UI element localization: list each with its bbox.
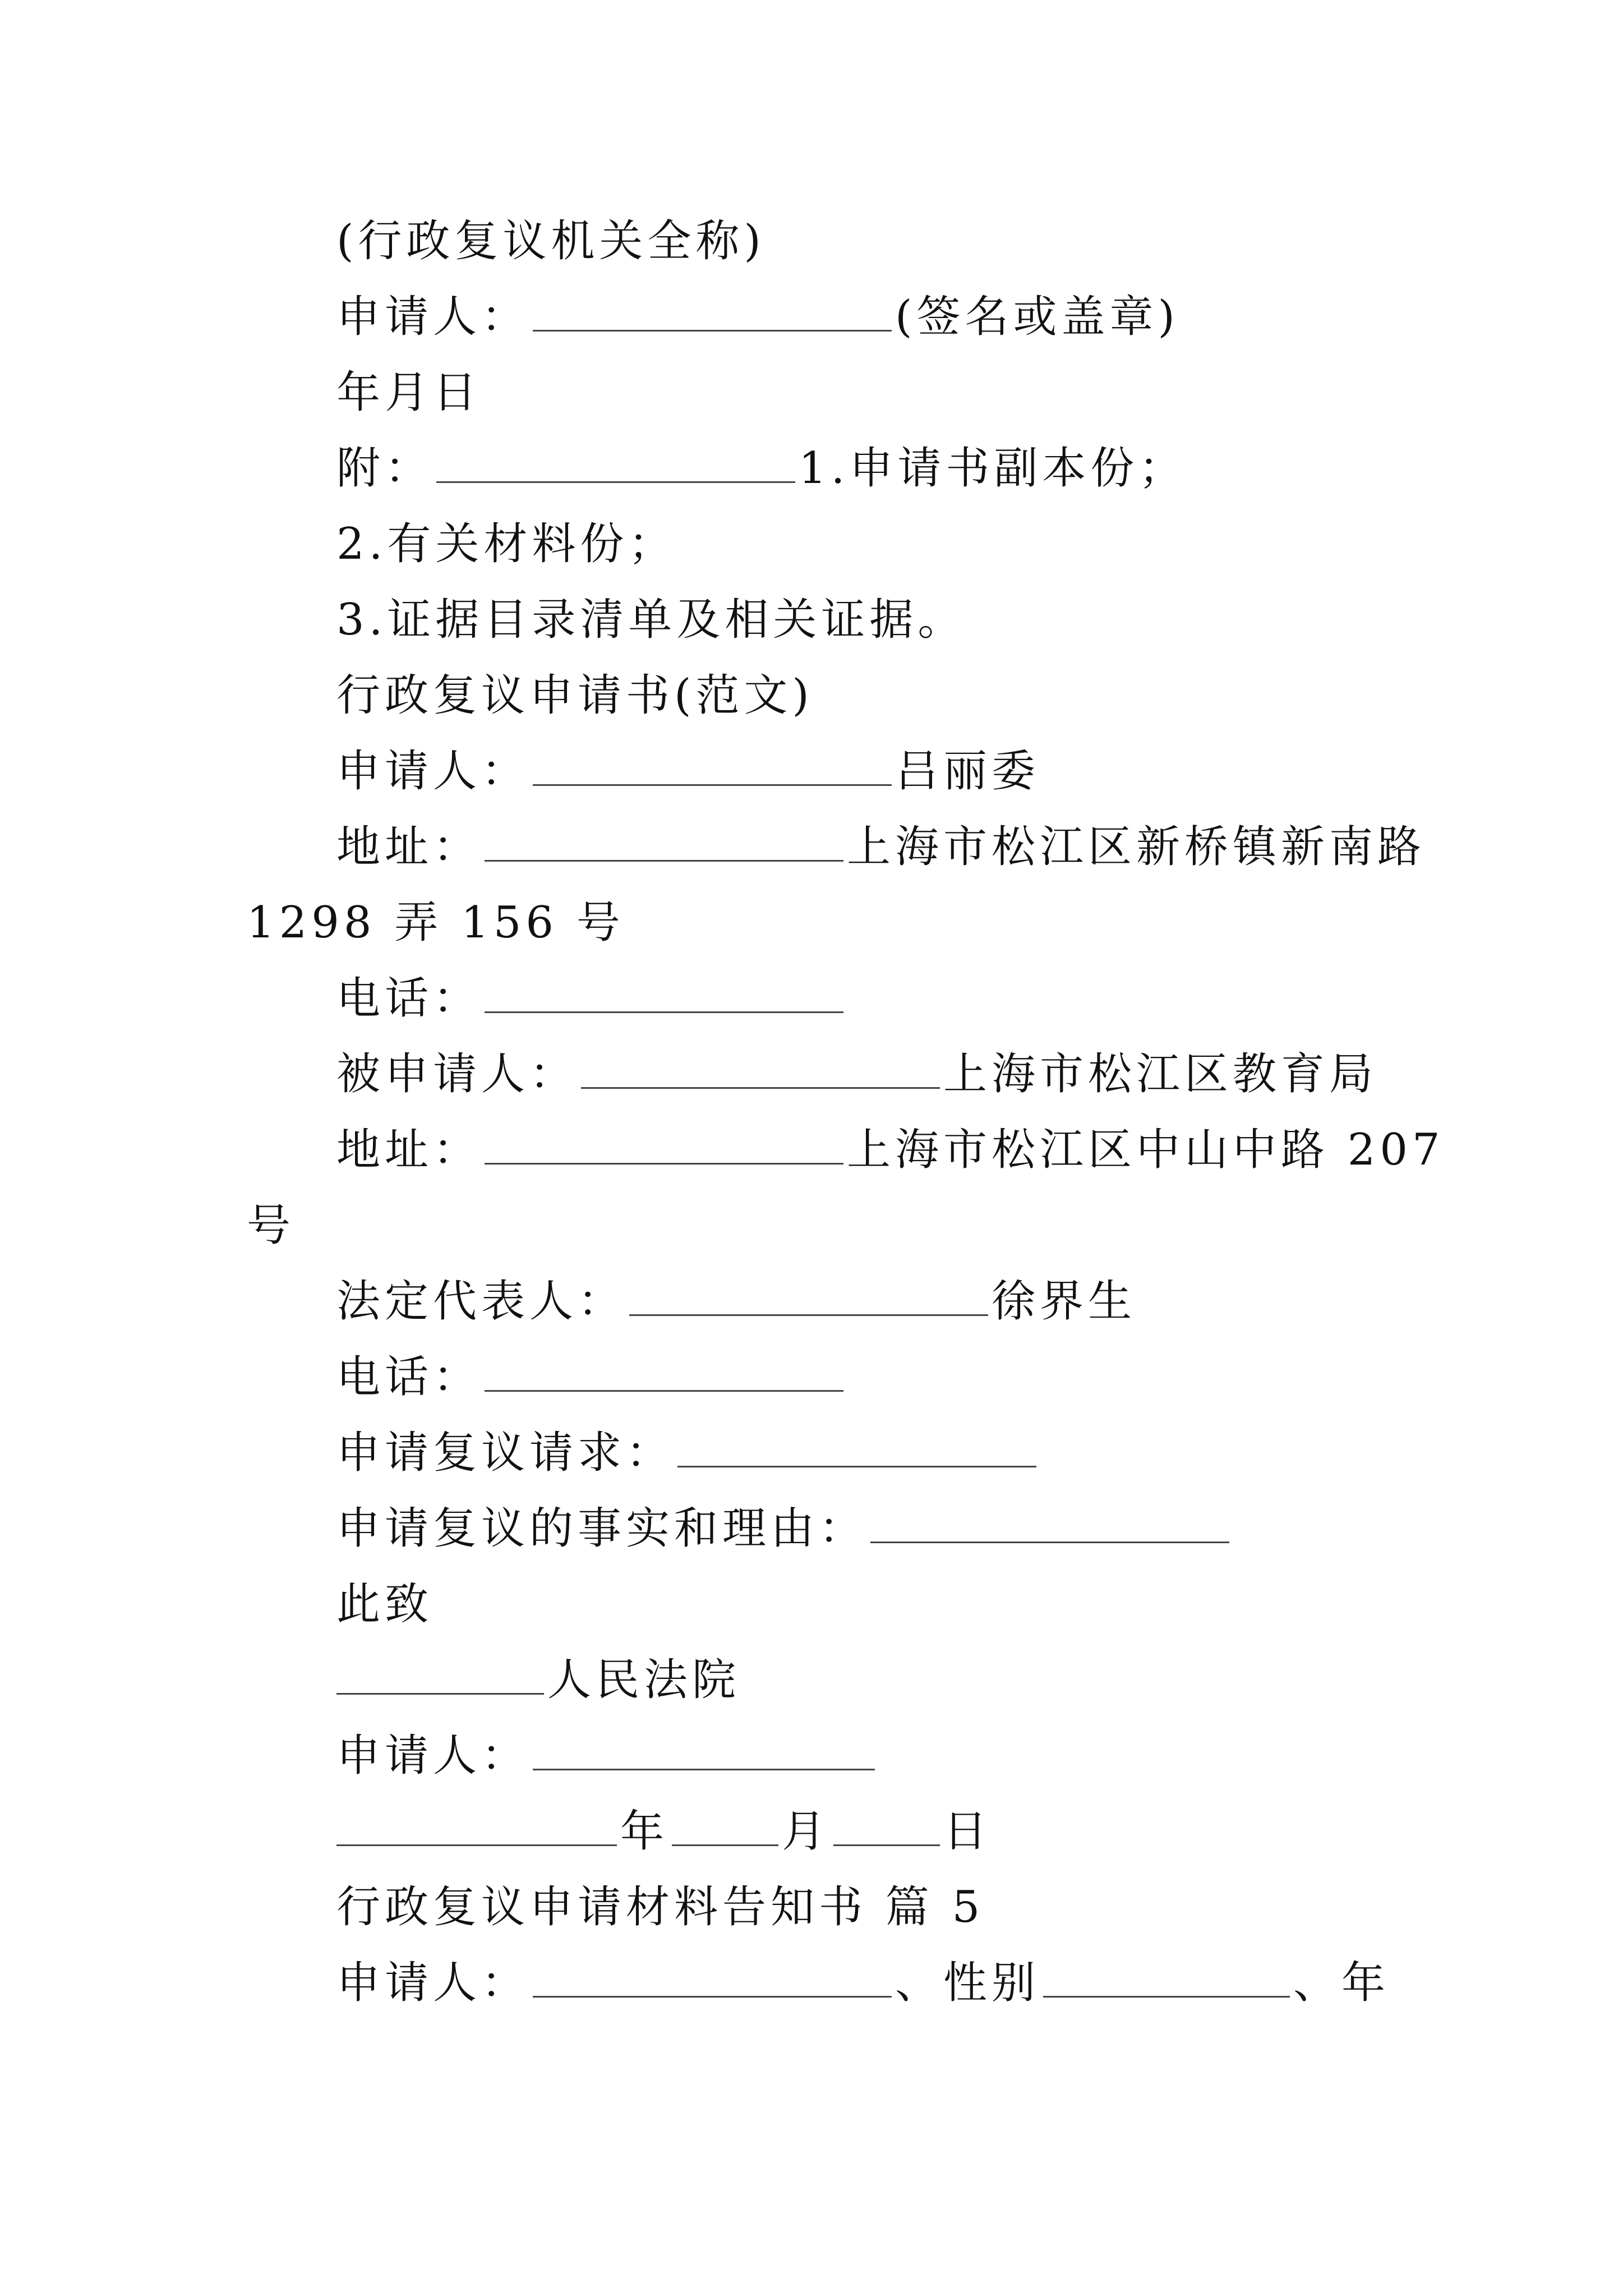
blank-underline [533,296,892,332]
authority-name-line [336,213,766,269]
text: 年月日 [336,367,482,418]
label: 申请人： [336,1958,530,2008]
suffix: 上海市松江区教育局 [943,1049,1378,1099]
suffix: 吕丽委 [895,746,1040,797]
attachment-item-3 [336,592,966,648]
closing-applicant-line [336,1728,878,1784]
suffix: 徐界生 [992,1276,1137,1327]
suffix: 1.申请书副本份； [799,443,1187,494]
gender-label: 、性别 [895,1958,1040,2008]
text: (行政复议机关全称) [336,216,766,266]
suffix: (签名或盖章) [895,292,1179,342]
salutation-line [336,1576,433,1632]
section-heading-5 [336,1879,984,1935]
closing-date-line [336,1803,992,1860]
text: 2.有关材料份； [336,519,677,569]
suffix: 人民法院 [547,1655,741,1705]
blank-underline [1043,1962,1290,1998]
blank-underline [581,1053,940,1089]
blank-underline [436,448,795,483]
text: 此致 [336,1579,434,1630]
blank-underline [485,826,843,862]
text: 3.证据目录清单及相关证据。 [336,595,966,645]
legal-representative-line [336,1273,1136,1329]
label: 申请人： [336,746,530,797]
label: 申请复议请求： [336,1428,675,1478]
applicant-address-line [336,819,1426,875]
blank-underline [485,978,843,1013]
label: 申请人： [336,292,530,342]
blank-underline [533,1962,892,1998]
blank-underline [533,1735,875,1770]
text: 号 [247,1200,296,1251]
section-heading [336,668,814,724]
blank-underline [533,751,892,786]
suffix: 上海市松江区中山中路 207 [847,1125,1445,1175]
label: 电话： [336,973,482,1024]
blank-underline [672,1811,778,1846]
facts-and-reasons-line [336,1501,1233,1557]
respondent-address-continued [247,1198,295,1254]
suffix: 上海市松江区新桥镇新南路 [847,822,1426,872]
day-label: 日 [943,1806,992,1857]
label: 地址： [336,1125,482,1175]
label: 附： [336,443,434,494]
applicant-name-line [336,743,1040,799]
applicant-address-continued [247,895,625,951]
label: 法定代表人： [336,1276,626,1327]
respondent-line [336,1046,1377,1102]
respondent-address-line [336,1122,1445,1178]
respondent-phone-line [336,1349,847,1405]
blank-underline [677,1432,1036,1467]
attachment-line [336,440,1187,496]
text: 行政复议申请书(范文) [336,670,814,721]
blank-underline [336,1811,617,1846]
age-label: 、年 [1293,1958,1390,2008]
review-request-line [336,1425,1040,1481]
text: 行政复议申请材料告知书 篇 5 [336,1882,985,1932]
blank-underline [485,1356,843,1392]
blank-underline [870,1508,1229,1543]
blank-underline [336,1659,544,1695]
date-line [336,365,481,421]
label: 申请人： [336,1731,530,1781]
applicant-details-line [336,1955,1390,2011]
label: 被申请人： [336,1049,578,1099]
label: 申请复议的事实和理由： [336,1503,868,1554]
label: 地址： [336,822,482,872]
label: 电话： [336,1352,482,1402]
year-label: 年 [620,1806,669,1857]
text: 1298 弄 156 号 [247,898,625,948]
blank-underline [833,1811,940,1846]
blank-underline [629,1281,988,1316]
blank-underline [485,1129,843,1165]
applicant-signature-line [336,289,1179,345]
attachment-item-2 [336,516,676,572]
month-label: 月 [782,1806,831,1857]
court-line [336,1652,740,1708]
applicant-phone-line [336,970,847,1027]
